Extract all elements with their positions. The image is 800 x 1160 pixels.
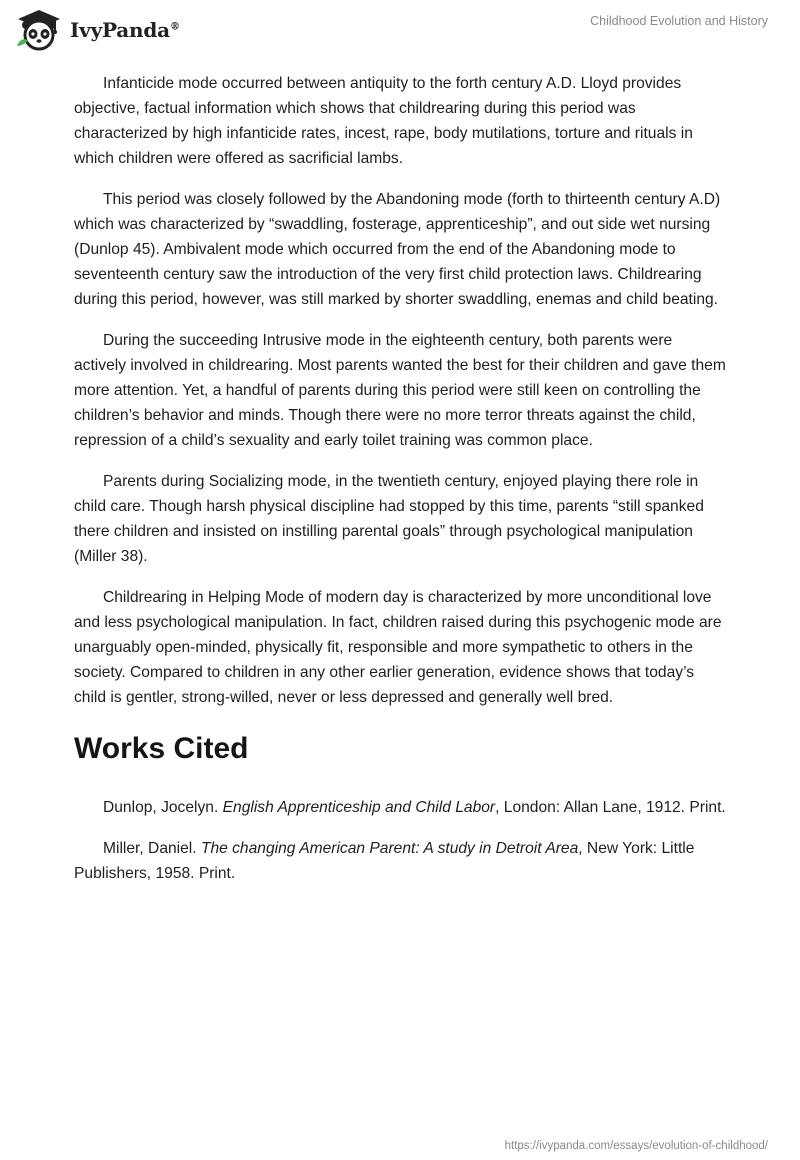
body-paragraph: Infanticide mode occurred between antiquity to the forth century A.D. Lloyd provides objective, factual information which shows that childrearing during this period was characterized by high infanticide rates, incest, rape, body mutilations, torture and rituals in which children were offered as sacrificial lambs. — [74, 75, 693, 167]
citation-entry: Miller, Daniel. The changing American Parent: A study in Detroit Area, New York: Little Publishers, 1958. Print. — [74, 840, 695, 882]
source-url-link[interactable]: https://ivypanda.com/essays/evolution-of-childhood/ — [504, 1140, 768, 1152]
citation-entry: Dunlop, Jocelyn. English Apprenticeship and Child Labor, London: Allan Lane, 1912. Print. — [103, 799, 726, 816]
ivypanda-logo[interactable] — [14, 8, 180, 52]
brand-name: IvyPanda® — [70, 18, 180, 42]
works-cited-heading: Works Cited — [74, 732, 249, 765]
body-paragraph: During the succeeding Intrusive mode in the eighteenth century, both parents were actively involved in childrearing. Most parents wanted the best for their children and gave them more attention. Yet, a handful of parents during this period were still keen on controlling the children’s behavior and minds. Though there were no more terror threats against the child, repression of a child’s sexuality and early toilet training was common place. — [74, 332, 726, 449]
body-paragraph: Childrearing in Helping Mode of modern day is characterized by more unconditional love and less psychological manipulation. In fact, children raised during this psychogenic mode are unarguably open-minded, physically fit, responsible and more sympathetic to others in the society. Compared to children in any other earlier generation, evidence shows that today’s child is gentler, strong-willed, never or less depressed and generally well bred. — [74, 589, 722, 706]
document-title: Childhood Evolution and History — [590, 14, 768, 28]
body-paragraph: This period was closely followed by the Abandoning mode (forth to thirteenth century A.D) which was characterized by “swaddling, fosterage, apprenticeship”, and out side wet nursing (Dunlop 45). Ambivalent mode which occurred from the end of the Abandoning mode to seventeenth century saw the introduction of the very first child protection laws. Childrearing during this period, however, was still marked by shorter swaddling, enemas and child beating. — [74, 191, 721, 308]
essay-content — [74, 71, 728, 902]
panda-logo-icon — [14, 8, 64, 52]
page-header — [0, 0, 800, 60]
body-paragraph: Parents during Socializing mode, in the twentieth century, enjoyed playing there role in child care. Though harsh physical discipline had stopped by this time, parents “still spanked there children and insisted on instilling parental goals” through psychological manipulation (Miller 38). — [74, 473, 704, 565]
